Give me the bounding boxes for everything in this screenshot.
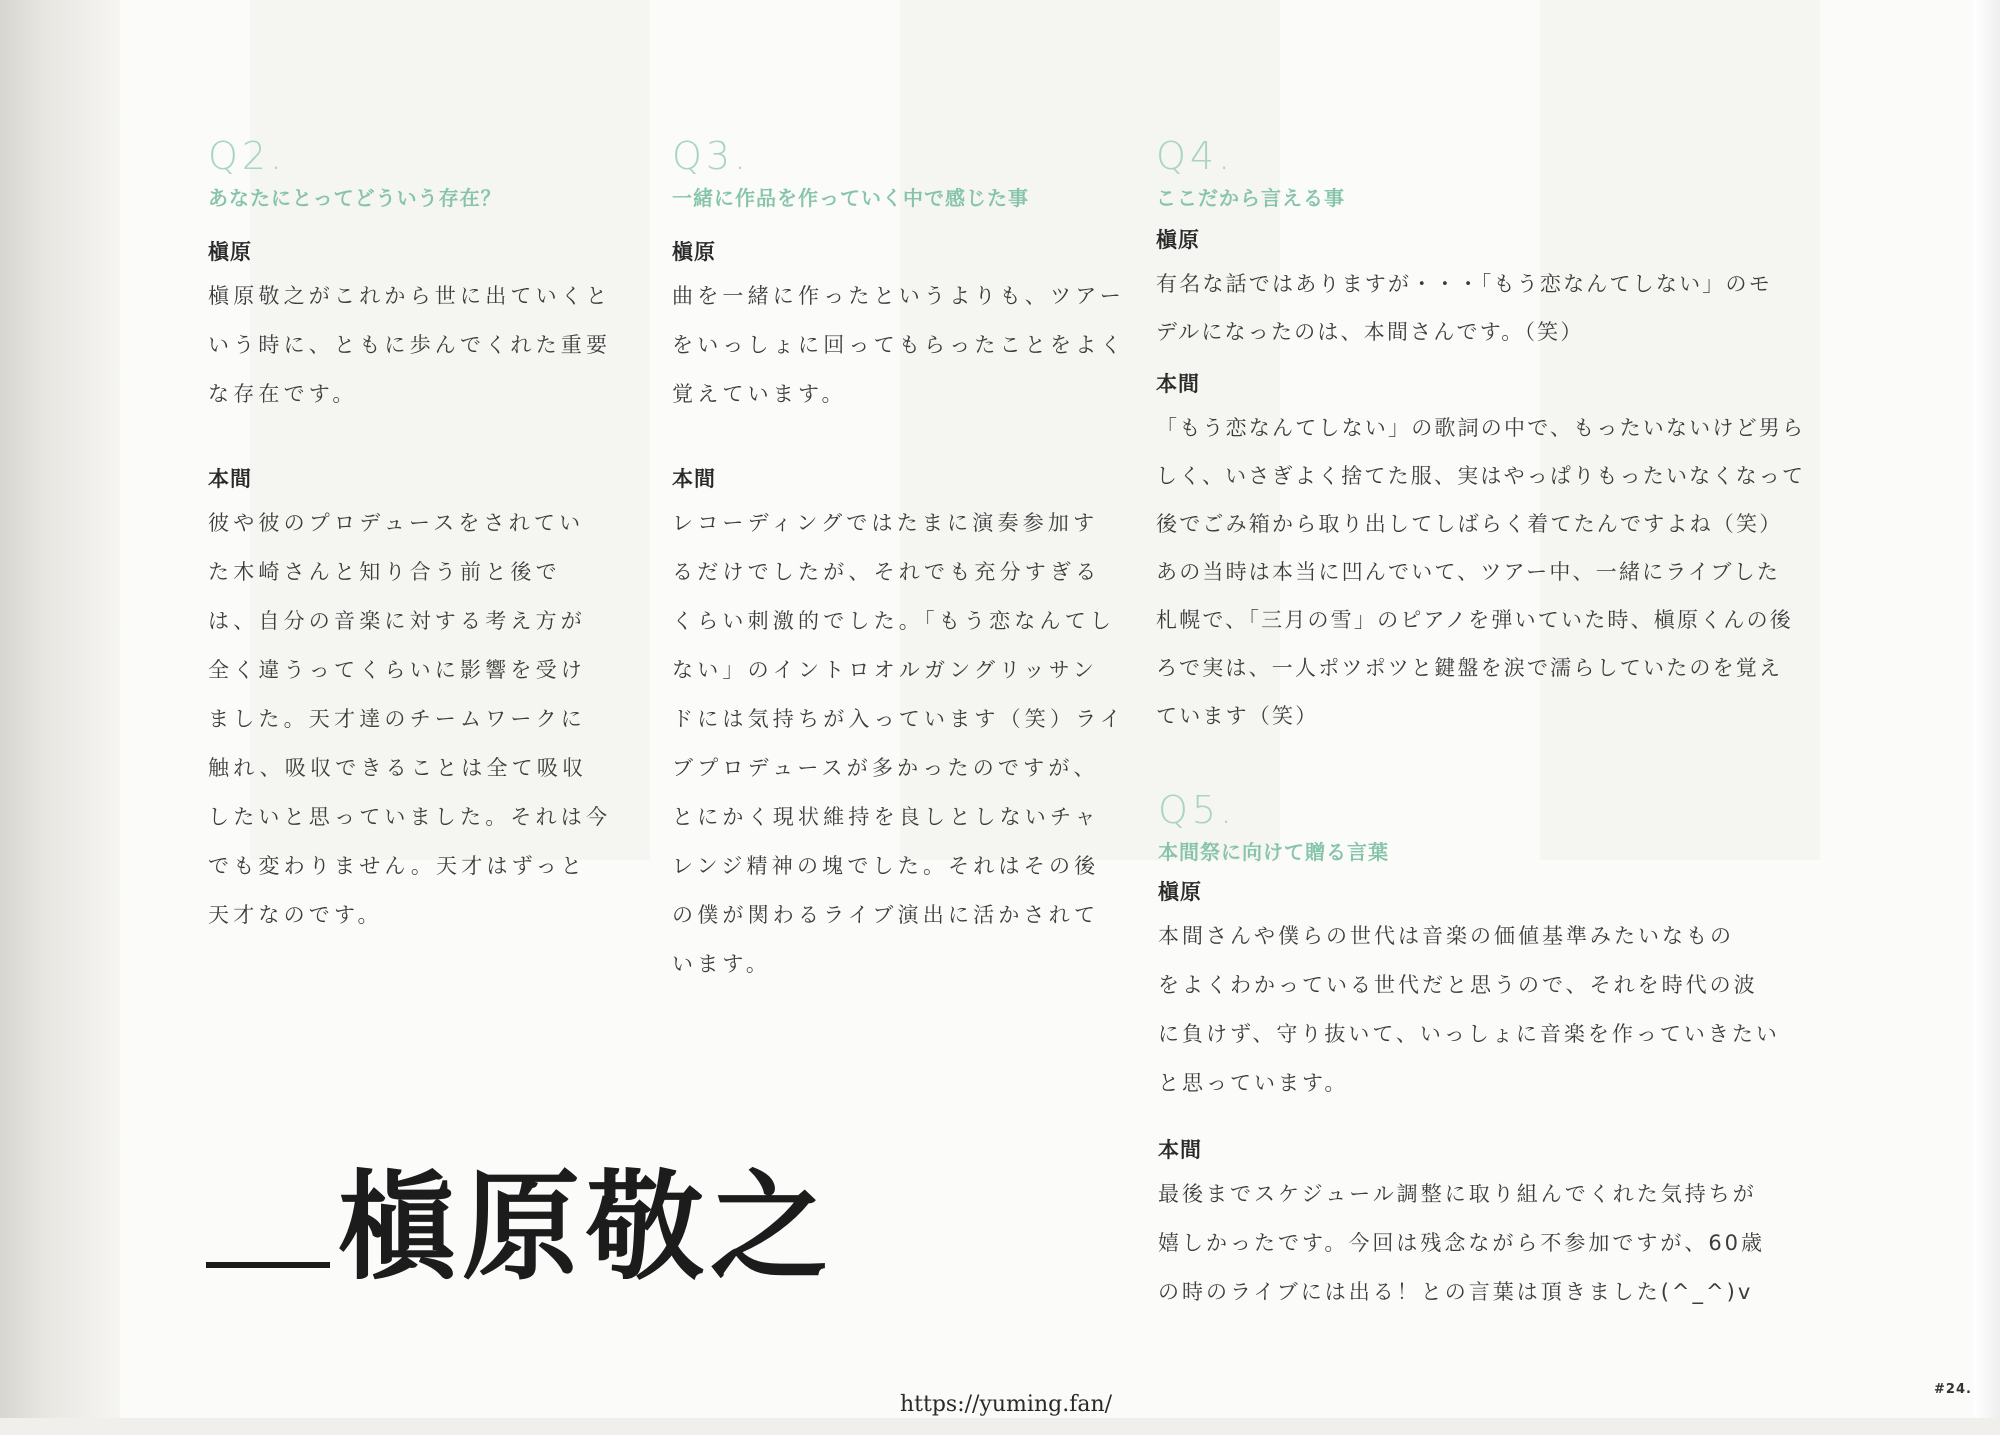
answer-text	[208, 272, 628, 419]
answer-line: ドには気持ちが入っています（笑）ライ	[672, 707, 1125, 731]
answer-line: るだけでしたが、それでも充分すぎる	[672, 560, 1101, 584]
speaker-label: 槇原	[208, 240, 252, 264]
q5-section	[1158, 786, 1778, 1317]
speaker-label: 槇原	[672, 240, 716, 264]
answer-line: の時のライブには出る！との言葉は頂きました(^_^)v	[1158, 1280, 1754, 1304]
book-spine-shadow	[0, 0, 120, 1435]
answer-line: 「もう恋なんてしない」の歌詞の中で、もったいないけど男ら	[1156, 416, 1806, 440]
name-heading-text: 槇原敬之	[338, 1158, 835, 1296]
answer-line: 本間さんや僕らの世代は音楽の価値基準みたいなもの	[1158, 924, 1734, 948]
name-heading	[206, 1158, 835, 1296]
speaker-label: 本間	[208, 467, 252, 491]
question-title: ここだから言える事	[1156, 186, 1345, 210]
speaker-label: 本間	[672, 467, 716, 491]
speaker-label: 槇原	[1158, 880, 1202, 904]
answer-line: の僕が関わるライブ演出に活かされて	[672, 903, 1100, 927]
answer-line: 覚えています。	[672, 382, 847, 406]
answer-line: 曲を一緒に作ったというよりも、ツアー	[672, 284, 1125, 308]
question-number: Q4.	[1156, 134, 1235, 178]
answer-line: 後でごみ箱から取り出してしばらく着てたんですよね（笑）	[1156, 512, 1783, 536]
answer-line: デルになったのは、本間さんです。（笑）	[1156, 320, 1584, 344]
answer-line: な存在です。	[208, 382, 358, 406]
answer-line: ブプロデュースが多かったのですが、	[672, 756, 1099, 780]
speaker-label: 本間	[1156, 372, 1200, 396]
q3-section	[672, 132, 1126, 989]
question-number: Q5.	[1158, 788, 1237, 832]
watermark-url: https://yuming.fan/	[900, 1392, 1113, 1417]
answer-line: 槇原敬之がこれから世に出ていくと	[208, 284, 612, 308]
answer-line: しく、いさぎよく捨てた服、実はやっぱりもったいなくなって	[1156, 464, 1806, 488]
answer-line: 彼や彼のプロデュースをされてい	[208, 511, 585, 535]
answer-text	[1156, 260, 1776, 356]
answer-line: 全く違うってくらいに影響を受け	[208, 658, 586, 682]
answer-line: 最後までスケジュール調整に取り組んでくれた気持ちが	[1158, 1182, 1757, 1206]
answer-line: あの当時は本当に凹んでいて、ツアー中、一緒にライブした	[1156, 560, 1781, 584]
q4-section	[1156, 132, 1806, 740]
underscore-bar	[206, 1262, 330, 1268]
answer-line: 札幌で、「三月の雪」のピアノを弾いていた時、槇原くんの後	[1156, 608, 1793, 632]
answer-line: レンジ精神の塊でした。それはその後	[672, 854, 1100, 878]
speaker-label: 槇原	[1156, 228, 1200, 252]
answer-line: た木崎さんと知り合う前と後で	[208, 560, 561, 584]
answer-line: 嬉しかったです。今回は残念ながら不参加ですが、60歳	[1158, 1231, 1766, 1255]
answer-text	[1158, 912, 1778, 1108]
question-number: Q2.	[208, 134, 287, 178]
question-title: あなたにとってどういう存在？	[208, 186, 502, 210]
answer-text	[1156, 404, 1806, 740]
answer-line: をいっしょに回ってもらったことをよく	[672, 333, 1126, 357]
answer-line: ました。天才達のチームワークに	[208, 707, 586, 731]
answer-line: とにかく現状維持を良しとしないチャ	[672, 805, 1100, 829]
answer-line: は、自分の音楽に対する考え方が	[208, 609, 586, 633]
answer-line: くらい刺激的でした。「もう恋なんてし	[672, 609, 1116, 633]
answer-line: います。	[672, 952, 772, 976]
q2-section	[208, 132, 628, 940]
answer-line: ています（笑）	[1156, 704, 1319, 728]
answer-line: でも変わりません。天才はずっと	[208, 854, 586, 878]
answer-text	[672, 272, 1126, 419]
page-number: #24.	[1934, 1382, 1972, 1397]
answer-line: レコーディングではたまに演奏参加す	[672, 511, 1099, 535]
answer-text	[1158, 1170, 1778, 1317]
answer-line: と思っています。	[1158, 1071, 1349, 1095]
answer-line: 天才なのです。	[208, 903, 383, 927]
speaker-label: 本間	[1158, 1138, 1202, 1162]
answer-line: いう時に、ともに歩んでくれた重要	[208, 333, 612, 357]
answer-text	[672, 499, 1125, 989]
question-title: 一緒に作品を作っていく中で感じた事	[672, 186, 1029, 210]
answer-line: 有名な話ではありますが・・・「もう恋なんてしない」のモ	[1156, 272, 1772, 296]
answer-line: したいと思っていました。それは今	[208, 805, 612, 829]
page-bottom-edge	[0, 1418, 2000, 1435]
answer-line: 触れ、吸収できることは全て吸収	[208, 756, 588, 780]
answer-text	[208, 499, 628, 940]
question-number: Q3.	[672, 134, 751, 178]
page-edge	[1974, 0, 2000, 1435]
answer-line: ない」のイントロオルガングリッサン	[672, 658, 1099, 682]
question-title: 本間祭に向けて贈る言葉	[1158, 840, 1389, 864]
answer-line: をよくわかっている世代だと思うので、それを時代の波	[1158, 973, 1758, 997]
answer-line: に負けず、守り抜いて、いっしょに音楽を作っていきたい	[1158, 1022, 1780, 1046]
answer-line: ろで実は、一人ポツポツと鍵盤を涙で濡らしていたのを覚え	[1156, 656, 1783, 680]
